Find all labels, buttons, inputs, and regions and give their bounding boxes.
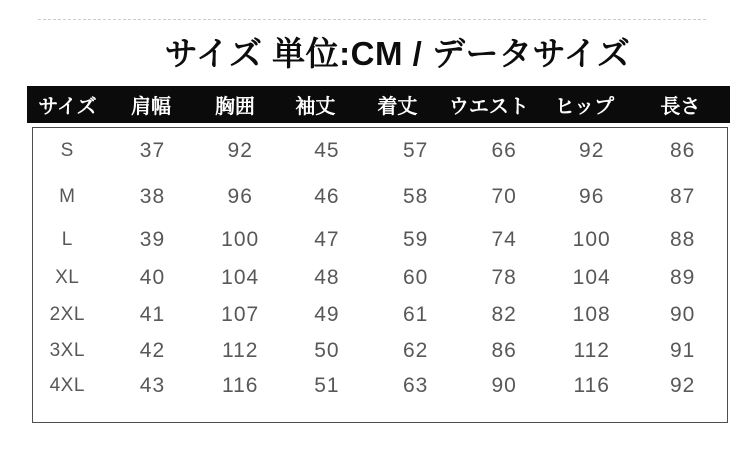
table-row-4xl bbox=[27, 368, 730, 403]
size-label: 4XL bbox=[49, 374, 85, 396]
cell-total-length: 90 bbox=[670, 302, 696, 326]
cell-shoulder: 43 bbox=[139, 373, 166, 397]
column-header-waist: ウエスト bbox=[448, 96, 529, 118]
column-header-shoulder: 肩幅 bbox=[130, 96, 171, 118]
cell-waist: 70 bbox=[491, 184, 517, 208]
size-label: L bbox=[61, 228, 73, 250]
cell-length: 59 bbox=[403, 227, 429, 251]
cell-hip: 104 bbox=[572, 266, 611, 289]
cell-shoulder: 41 bbox=[139, 302, 166, 326]
top-dashed-divider bbox=[38, 19, 706, 20]
cell-waist: 66 bbox=[491, 138, 517, 162]
size-label: S bbox=[60, 139, 74, 161]
cell-chest: 104 bbox=[221, 266, 260, 289]
cell-sleeve: 48 bbox=[314, 266, 340, 289]
cell-sleeve: 46 bbox=[314, 184, 340, 208]
size-label: XL bbox=[55, 267, 80, 288]
table-row-l bbox=[27, 219, 730, 260]
cell-total-length: 88 bbox=[670, 227, 696, 251]
cell-hip: 100 bbox=[572, 227, 611, 251]
column-header-sleeve: 袖丈 bbox=[295, 96, 336, 118]
table-row-xl bbox=[27, 260, 730, 296]
cell-chest: 112 bbox=[221, 338, 259, 362]
table-row-3xl bbox=[27, 333, 730, 368]
cell-hip: 116 bbox=[573, 373, 610, 397]
cell-waist: 90 bbox=[491, 373, 517, 397]
table-row-m bbox=[27, 174, 730, 219]
column-header-chest: 胸囲 bbox=[214, 96, 255, 118]
cell-waist: 86 bbox=[491, 338, 517, 362]
cell-hip: 108 bbox=[572, 302, 611, 326]
cell-length: 57 bbox=[403, 138, 429, 162]
cell-total-length: 91 bbox=[670, 338, 696, 362]
cell-length: 62 bbox=[403, 338, 429, 362]
cell-hip: 92 bbox=[579, 138, 605, 162]
cell-chest: 116 bbox=[221, 373, 259, 397]
cell-sleeve: 47 bbox=[314, 227, 340, 251]
size-table-body bbox=[27, 127, 730, 403]
cell-total-length: 89 bbox=[670, 266, 696, 289]
cell-sleeve: 51 bbox=[314, 373, 340, 397]
cell-hip: 96 bbox=[579, 184, 605, 208]
cell-sleeve: 49 bbox=[314, 302, 340, 326]
cell-total-length: 86 bbox=[670, 138, 696, 162]
cell-sleeve: 50 bbox=[314, 338, 340, 362]
cell-total-length: 87 bbox=[670, 184, 696, 208]
table-row-2xl bbox=[27, 296, 730, 333]
size-label: 3XL bbox=[49, 339, 85, 361]
cell-length: 61 bbox=[403, 302, 429, 326]
column-header-total-length: 長さ bbox=[660, 96, 701, 118]
cell-shoulder: 39 bbox=[139, 227, 166, 251]
cell-waist: 82 bbox=[491, 302, 517, 326]
size-chart-title: サイズ 単位:CM / データサイズ bbox=[164, 35, 631, 72]
cell-chest: 92 bbox=[227, 138, 253, 162]
cell-waist: 74 bbox=[491, 227, 517, 251]
cell-length: 60 bbox=[403, 266, 429, 289]
table-row-s bbox=[27, 127, 730, 174]
size-label: M bbox=[59, 185, 76, 207]
column-header-size: サイズ bbox=[38, 96, 97, 118]
cell-length: 58 bbox=[403, 184, 429, 208]
size-table-header-row bbox=[27, 86, 730, 123]
cell-shoulder: 42 bbox=[139, 338, 166, 362]
cell-total-length: 92 bbox=[670, 373, 696, 397]
cell-chest: 107 bbox=[221, 302, 260, 326]
cell-hip: 112 bbox=[573, 338, 610, 362]
cell-shoulder: 37 bbox=[139, 138, 166, 162]
column-header-length: 着丈 bbox=[377, 96, 418, 118]
size-label: 2XL bbox=[49, 303, 85, 325]
cell-waist: 78 bbox=[491, 266, 517, 289]
cell-length: 63 bbox=[403, 373, 429, 397]
cell-chest: 96 bbox=[227, 184, 253, 208]
cell-chest: 100 bbox=[221, 227, 260, 251]
cell-shoulder: 40 bbox=[139, 266, 166, 289]
column-header-hip: ヒップ bbox=[554, 96, 615, 118]
cell-shoulder: 38 bbox=[139, 184, 166, 208]
cell-sleeve: 45 bbox=[314, 138, 340, 162]
